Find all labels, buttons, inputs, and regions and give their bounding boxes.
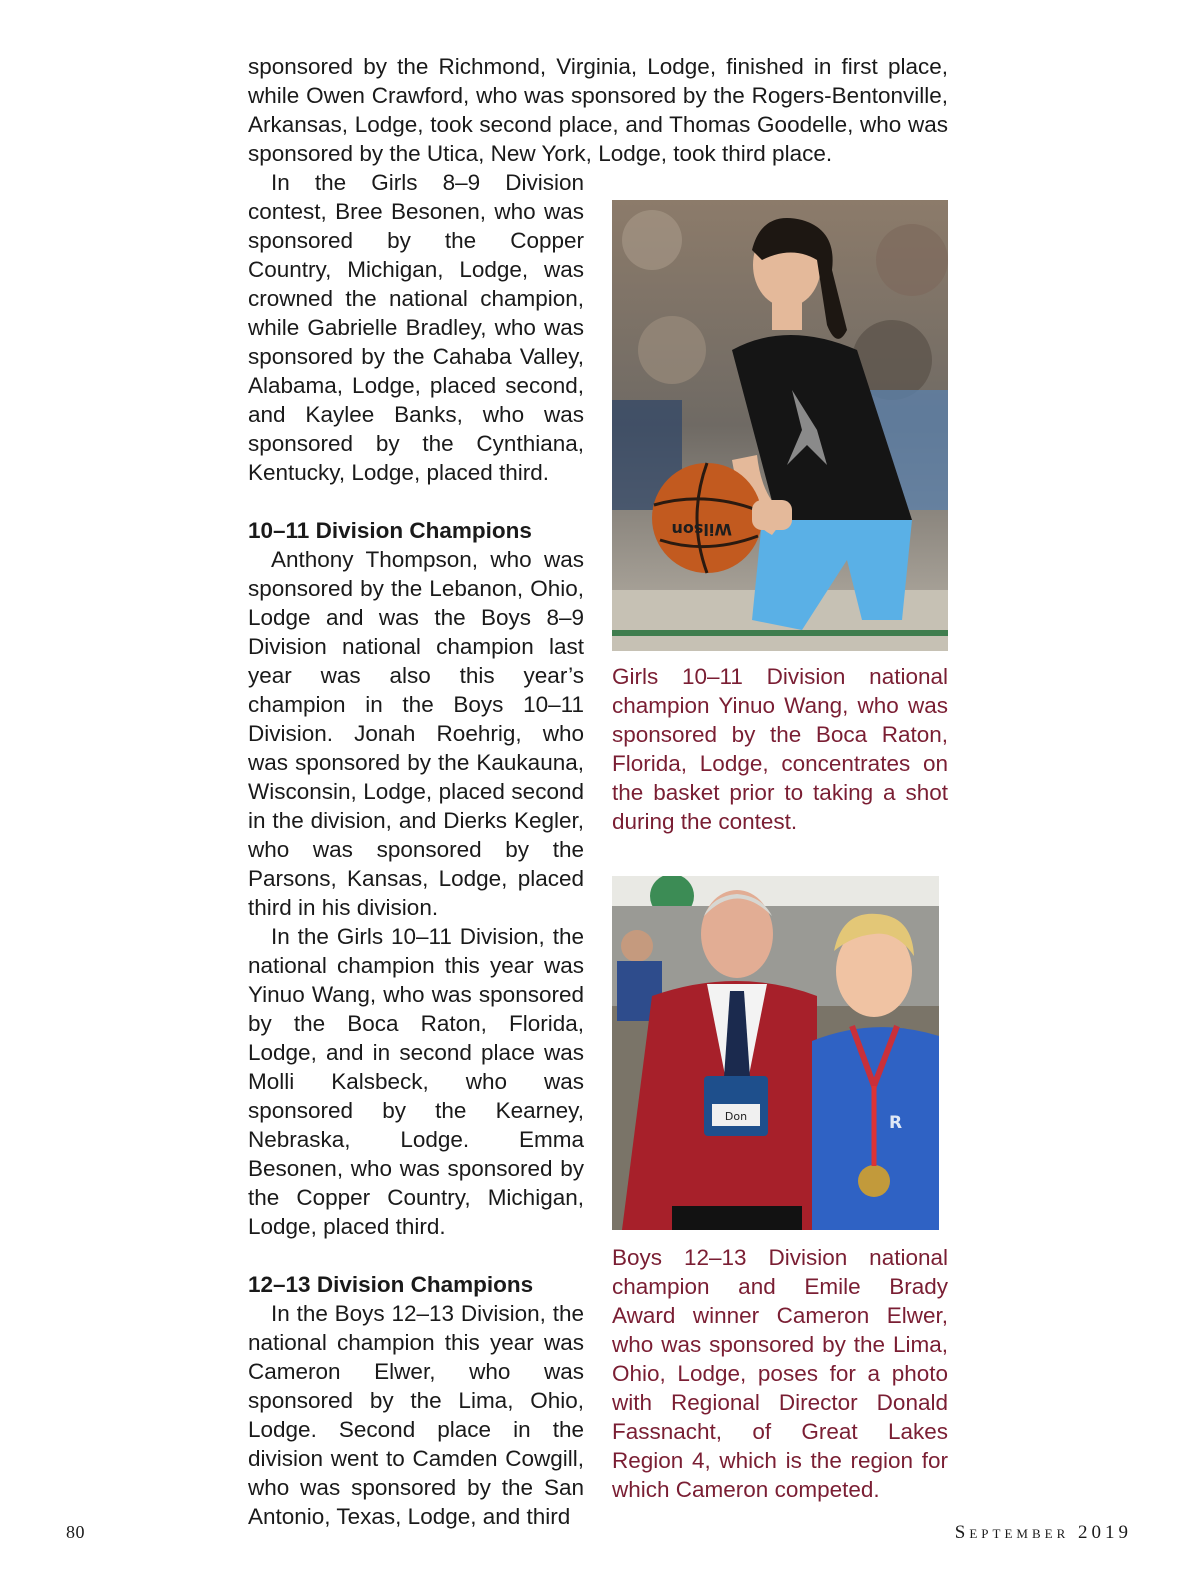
lead-paragraph: sponsored by the Richmond, Virginia, Lodge, finished in first place, while Owen Crawford, who was sponsored by the Rogers-Bentonville, Arkansas, Lodge, took second place, and Thomas Goodelle, who was sponsored by the Utica, New York, Lodge, took third place. <box>248 54 948 166</box>
photo-girl-basketball <box>612 200 948 651</box>
left-column <box>248 168 584 1531</box>
badge-name-text: Don <box>724 1110 748 1123</box>
girls-8-9-paragraph: In the Girls 8–9 Division contest, Bree Besonen, who was sponsored by the Copper Country, Michigan, Lodge, was crowned the national champion, while Gabrielle Bradley, who was sponsored by the Cahaba Valley, Alabama, Lodge, placed second, and Kaylee Banks, who was sponsored by the Cynthiana, Kentucky, Lodge, placed third. <box>248 170 584 485</box>
photo-director-and-boy <box>612 876 939 1230</box>
boys-12-13-paragraph: In the Boys 12–13 Division, the national champion this year was Cameron Elwer, who was sponsored by the Lima, Ohio, Lodge. Second place in the division went to Camden Cowgill, who was sponsored by the San Antonio, Texas, Lodge, and third <box>248 1301 584 1529</box>
heading-12-13: 12–13 Division Champions <box>248 1272 534 1297</box>
caption-photo-1: Girls 10–11 Division national champion Yinuo Wang, who was sponsored by the Boca Raton, Florida, Lodge, concentrates on the basket prior to taking a shot during the contest. <box>612 664 948 834</box>
caption-photo-2: Boys 12–13 Division national champion and Emile Brady Award winner Cameron Elwer, who was sponsored by the Lima, Ohio, Lodge, poses for a photo with Regional Director Donald Fassnacht, of Great Lakes Region 4, which is the region for which Cameron competed. <box>612 1245 948 1502</box>
ball-brand-text: Wilson <box>671 520 732 539</box>
issue-date: September 2019 <box>954 1522 1132 1543</box>
girls-10-11-paragraph: In the Girls 10–11 Division, the national champion this year was Yinuo Wang, who was sponsored by the Boca Raton, Florida, Lodge, and in second place was Molli Kalsbeck, who was sponsored by the Kearney, Nebraska, Lodge. Emma Besonen, who was sponsored by the Copper Country, Michigan, Lodge, placed third. <box>248 924 584 1239</box>
boys-10-11-paragraph: Anthony Thompson, who was sponsored by the Lebanon, Ohio, Lodge and was the Boys 8–9 Division national champion last year was also this year’s champion in the Boys 10–11 Division. Jonah Roehrig, who was sponsored by the Kaukauna, Wisconsin, Lodge, placed second in the division, and Dierks Kegler, who was sponsored by the Parsons, Kansas, Lodge, placed third in his division. <box>248 547 584 920</box>
heading-10-11: 10–11 Division Champions <box>248 518 532 543</box>
shirt-letter-text: R <box>889 1113 903 1133</box>
page-number: 80 <box>66 1522 85 1542</box>
